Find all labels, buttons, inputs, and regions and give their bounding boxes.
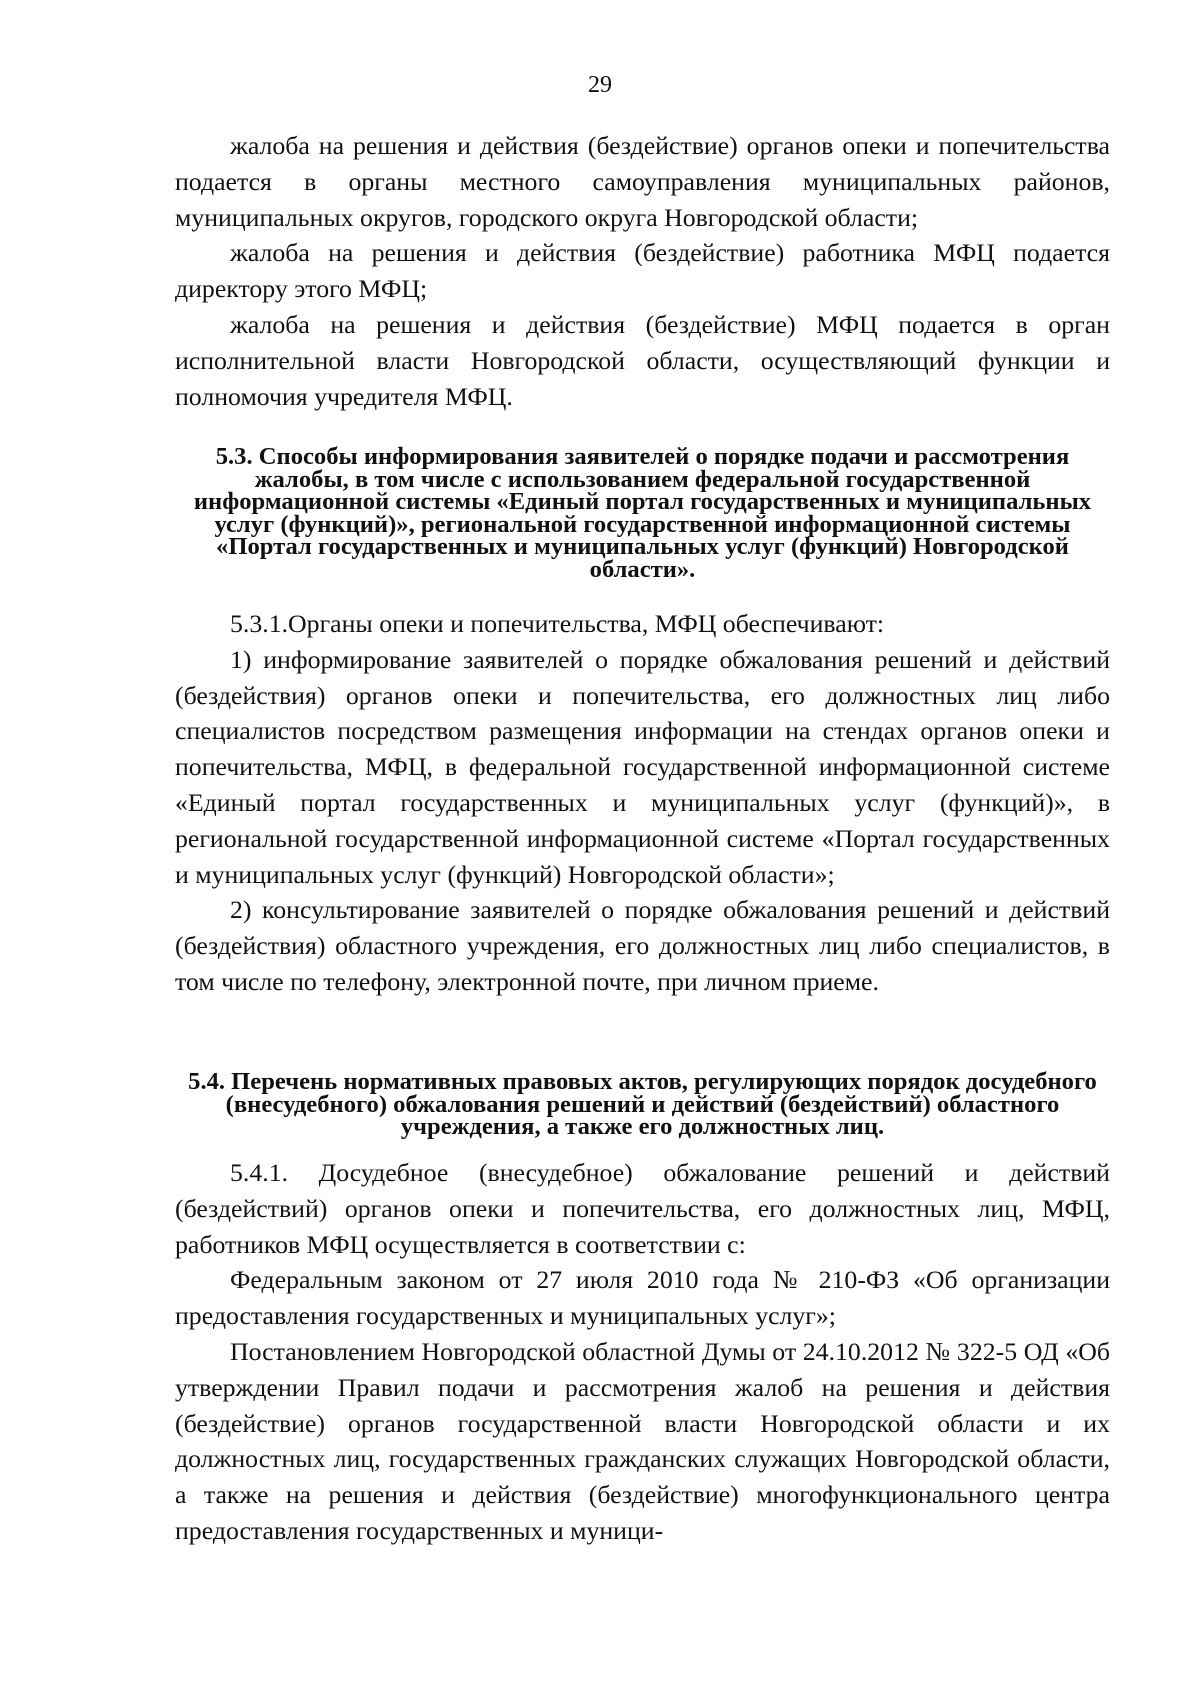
paragraph-federal-law: Федеральным законом от 27 июля 2010 года № 210-ФЗ «Об организации предоставления государственных и муниципальных услуг»;	[175, 1265, 1110, 1331]
paragraph-5-4-1: 5.4.1. Досудебное (внесудебное) обжалование решений и действий (бездействий) органов опеки и попечительства, его должностных лиц, МФЦ, работников МФЦ осуществляется в соответствии с:	[175, 1158, 1110, 1259]
paragraph-complaint-guardianship: жалоба на решения и действия (бездействие) органов опеки и попечительства подается в органы местного самоуправления муниципальных районов, муниципальных округов, городского округа Новгородской области;	[175, 131, 1110, 232]
section-5-3-body	[175, 606, 1110, 1000]
paragraph-novgorod-resolution: Постановлением Новгородской областной Думы от 24.10.2012 № 322-5 ОД «Об утверждении Правил подачи и рассмотрения жалоб на решения и действия (бездействие) органов государственной власти Новгородской области и их должностных лиц, государственных гражданских служащих Новгородской области, а также на решения и действия (бездействие) многофункционального центра предоставления государственных и муници-	[175, 1336, 1110, 1545]
section-5-4-heading: 5.4. Перечень нормативных правовых актов, регулирующих порядок досудебного (внесудебного) обжалования решений и действий (бездействий) областного учреждения, а также его должностных лиц.	[188, 1068, 1097, 1141]
paragraph-complaint-mfc: жалоба на решения и действия (бездействие) МФЦ подается в орган исполнительной власти Новгородской области, осуществляющий функции и полномочия учредителя МФЦ.	[175, 309, 1110, 411]
page-number: 29	[588, 72, 612, 98]
list-item-consulting: 2) консультирование заявителей о порядке обжалования решений и действий (бездействия) областного учреждения, его должностных лиц либо специалистов, в том числе по телефону, электронной почте, при личном приеме.	[175, 895, 1110, 996]
section-5-4-body	[175, 1155, 1110, 1549]
paragraph-5-3-1: 5.3.1.Органы опеки и попечительства, МФЦ обеспечивают:	[230, 609, 885, 638]
paragraph-complaint-mfc-employee: жалоба на решения и действия (бездействие) работника МФЦ подается директору этого МФЦ;	[175, 238, 1110, 304]
list-item-informing: 1) информирование заявителей о порядке обжалования решений и действий (бездействия) органов опеки и попечительства, его должностных лиц либо специалистов посредством размещения информации на стендах органов опеки и попечительства, МФЦ, в федеральной государственной информационной системе «Единый портал государственных и муниципальных услуг (функций)», в региональной государственной информационной системе «Портал государственных и муниципальных услуг (функций) Новгородской области»;	[175, 644, 1110, 889]
section-5-3-heading: 5.3. Способы информирования заявителей о порядке подачи и рассмотрения жалобы, в том числе с использованием федеральной государственной информационной системы «Единый портал государственных и муниципальных услуг (функций)», региональной государственной информационной системы «Портал государственных и муниципальных услуг (функций) Новгородской области».	[193, 443, 1092, 583]
intro-paragraphs	[175, 128, 1110, 414]
